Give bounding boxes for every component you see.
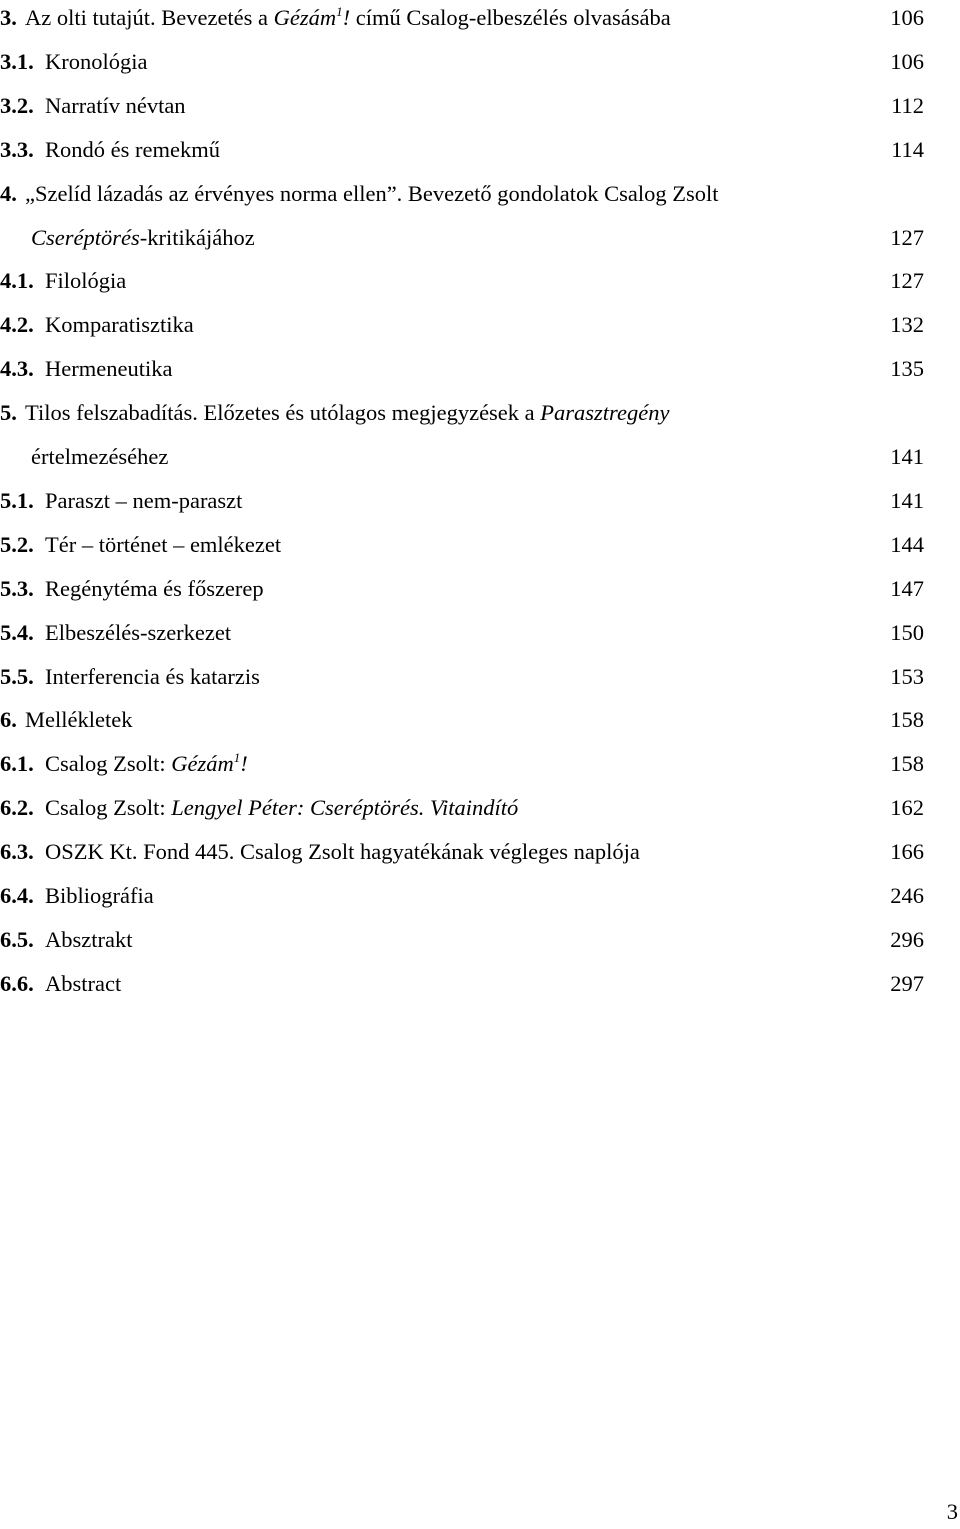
- toc-entry-title: Hermeneutika: [45, 356, 173, 382]
- toc-entry: [0, 3, 924, 33]
- toc-entry-title: Az olti tutajút. Bevezetés a Gézám$^1$! című Csalog-elbeszélés olvasásába: [25, 4, 671, 30]
- toc-entry: [0, 179, 924, 209]
- toc-entry-title: Mellékletek: [25, 707, 133, 733]
- toc-entry-page: 127: [890, 268, 924, 294]
- toc-entry-page: 135: [890, 356, 924, 382]
- toc-entry: [0, 969, 924, 999]
- toc-entry-number: 3.2.: [0, 92, 34, 118]
- toc-entry: [0, 837, 924, 867]
- toc-entry: [0, 91, 924, 121]
- toc-entry-page: 141: [890, 487, 924, 513]
- toc-entry: [0, 530, 924, 560]
- toc-entry-title: Paraszt – nem-paraszt: [45, 487, 243, 513]
- toc-entry-title: Komparatisztika: [45, 312, 194, 338]
- toc-entry-page: 246: [890, 883, 924, 908]
- toc-entry-title: Kronológia: [45, 48, 148, 74]
- toc-entry: [0, 442, 924, 472]
- toc-entry-title: Csalog Zsolt: Gézám$^1$!: [45, 750, 248, 777]
- toc-entry: [0, 705, 924, 735]
- toc-entry-title: Regénytéma és főszerep: [45, 575, 264, 601]
- toc-entry: [0, 662, 924, 692]
- toc-entry-title: Bibliográfia: [45, 883, 154, 908]
- toc-entry-number: 3.1.: [0, 48, 34, 74]
- toc-entry-title: Tér – történet – emlékezet: [45, 531, 282, 557]
- toc-entry-title: Tilos felszabadítás. Előzetes és utólagos megjegyzések a Parasztregény: [25, 400, 670, 426]
- toc-entry-page: 114: [891, 136, 924, 162]
- toc-entry-number: 5.5.: [0, 663, 34, 689]
- toc-entry: [0, 618, 924, 648]
- toc-entry-page: 144: [890, 531, 924, 557]
- toc-entry-title: értelmezéséhez: [31, 444, 169, 469]
- toc-entry: [0, 398, 924, 428]
- toc-entry-number: 3.: [0, 5, 17, 30]
- toc-entry-title: Abstract: [45, 970, 122, 996]
- toc-entry-number: 5.: [0, 400, 17, 426]
- toc-entry-page: 153: [890, 663, 924, 689]
- toc-entry-title: Cseréptörés-kritikájához: [31, 224, 255, 250]
- toc-entry: [0, 486, 924, 516]
- toc-entry-title: Elbeszélés-szerkezet: [45, 619, 232, 645]
- toc-entry: [0, 881, 924, 911]
- toc-entry-number: 5.4.: [0, 619, 34, 645]
- toc-entry-number: 6.: [0, 707, 17, 733]
- toc-entry-page: 112: [891, 92, 924, 118]
- toc-entry-number: 6.5.: [0, 926, 34, 952]
- toc-entry: [0, 47, 924, 77]
- toc-entry: [0, 354, 924, 384]
- toc-entry-number: 6.4.: [0, 883, 34, 908]
- toc-entry-title: OSZK Kt. Fond 445. Csalog Zsolt hagyatékának végleges naplója: [45, 839, 640, 865]
- toc-entry-page: 147: [890, 575, 924, 601]
- toc-entry-title: Absztrakt: [45, 926, 133, 952]
- toc-entry-title: Interferencia és katarzis: [45, 663, 260, 689]
- toc-entry-title: Rondó és remekmű: [45, 136, 220, 162]
- toc-entry-title: Csalog Zsolt: Lengyel Péter: Cseréptörés. Vitaindító: [45, 795, 519, 821]
- toc-entry-page: 166: [890, 839, 924, 865]
- toc-entry-page: 158: [890, 707, 924, 733]
- toc-entry-number: 4.2.: [0, 312, 34, 338]
- toc-entry-number: 6.1.: [0, 751, 34, 777]
- toc-entry-page: 132: [890, 312, 924, 338]
- toc-entry-title: „Szelíd lázadás az érvényes norma ellen”. Bevezető gondolatok Csalog Zsolt: [25, 180, 719, 206]
- toc-entry-page: 127: [890, 224, 924, 250]
- toc-entry: [0, 310, 924, 340]
- toc-entry-page: 296: [890, 926, 924, 952]
- toc-entry-number: 4.1.: [0, 268, 34, 294]
- toc-entry-number: 6.6.: [0, 970, 34, 996]
- toc-entry-number: 4.: [0, 180, 17, 206]
- toc-entry: [0, 793, 924, 823]
- toc-entry-page: 106: [890, 48, 924, 74]
- toc-entry-number: 5.3.: [0, 575, 34, 601]
- page-number: 3: [946, 1499, 958, 1524]
- toc-entry: [0, 135, 924, 165]
- toc-entry-title: Filológia: [45, 268, 127, 294]
- toc-entry-page: 141: [890, 444, 924, 469]
- toc-entry-number: 6.3.: [0, 839, 34, 865]
- toc-entry-title: Narratív névtan: [45, 92, 186, 118]
- toc-entry-number: 5.2.: [0, 531, 34, 557]
- toc-entry-page: 106: [890, 5, 924, 30]
- toc-entry-page: 158: [890, 751, 924, 777]
- toc-entry-number: 5.1.: [0, 487, 34, 513]
- toc-entry: [0, 925, 924, 955]
- toc-entry: [0, 749, 924, 779]
- toc-entry-number: 3.3.: [0, 136, 34, 162]
- toc-entry: [0, 574, 924, 604]
- toc-entry-number: 4.3.: [0, 356, 34, 382]
- toc-entry: [0, 223, 924, 253]
- toc-entry-number: 6.2.: [0, 795, 34, 821]
- toc-entry-page: 150: [890, 619, 924, 645]
- toc-entry-page: 297: [890, 970, 924, 996]
- toc-entry: [0, 266, 924, 296]
- toc-entry-page: 162: [890, 795, 924, 821]
